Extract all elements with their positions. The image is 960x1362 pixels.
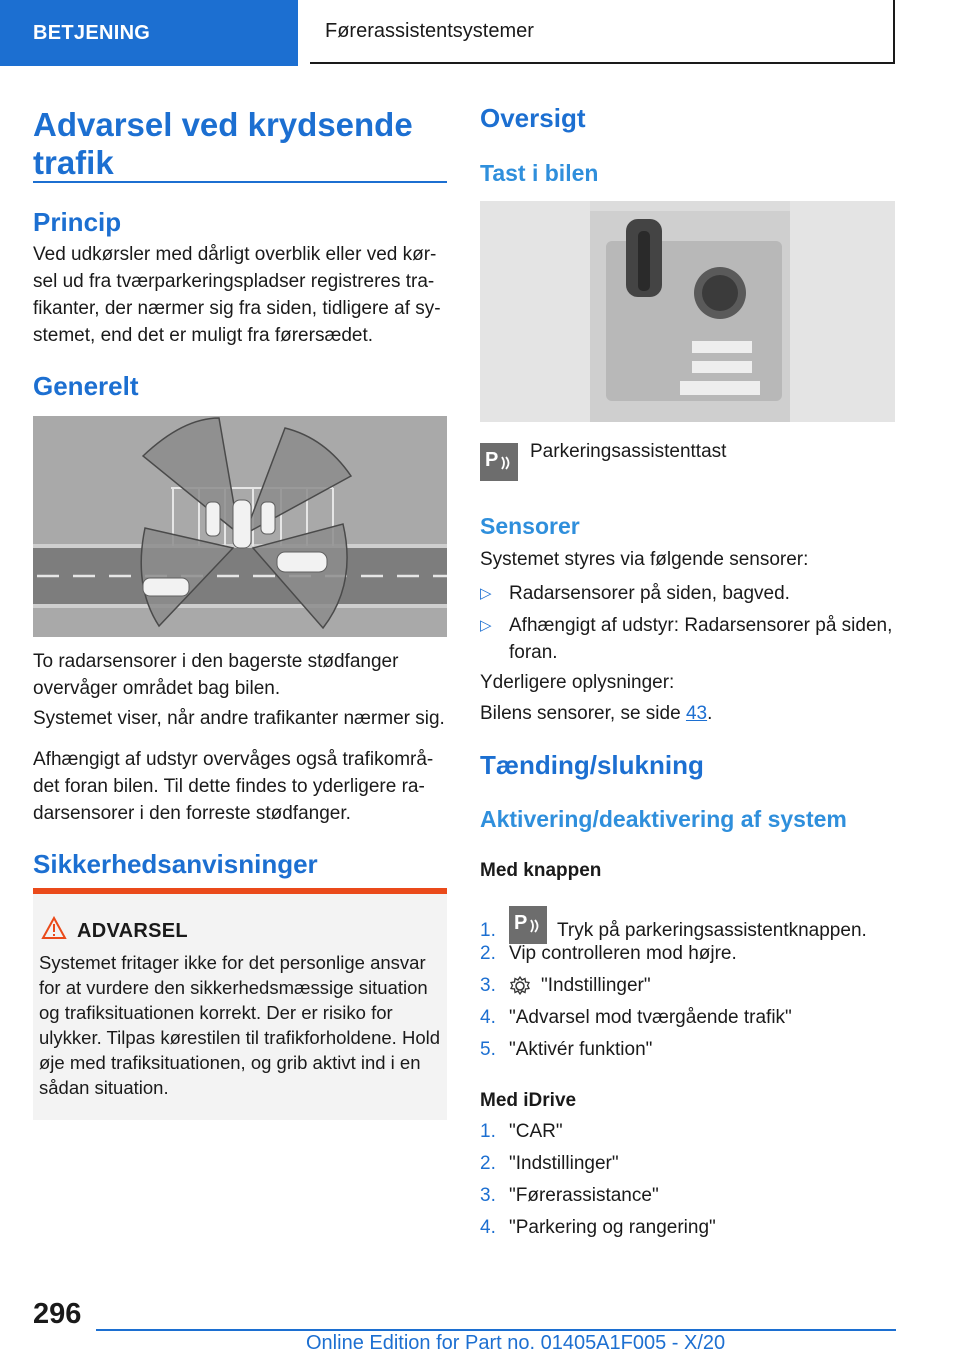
title-divider	[33, 181, 447, 183]
list-item: 3. "Indstillinger"	[480, 975, 651, 996]
with-button-heading: Med knappen	[480, 860, 602, 881]
center-console-svg	[480, 201, 895, 422]
page-43-link[interactable]: 43	[685, 703, 708, 724]
section-label: BETJENING	[33, 21, 151, 44]
list-item: 5. "Aktivér funktion"	[480, 1039, 653, 1060]
button-heading: Tast i bilen	[480, 160, 599, 186]
sensors-intro: Systemet styres via følgende sensorer:	[480, 549, 809, 570]
bullet-triangle-icon: ▷	[480, 617, 492, 634]
page-number: 296	[33, 1298, 82, 1330]
list-item: 4. "Advarsel mod tværgående trafik"	[480, 1007, 792, 1028]
page-title: Advarsel ved krydsende trafik	[33, 106, 413, 181]
safety-heading: Sikkerhedsanvisninger	[33, 849, 318, 879]
parking-assistant-icon: P	[509, 906, 547, 944]
with-idrive-heading: Med iDrive	[480, 1090, 577, 1111]
general-text-2: Systemet viser, når andre trafikanter nærmer sig.	[33, 708, 445, 729]
list-item: 2. "Indstillinger"	[480, 1153, 619, 1174]
section-tab	[0, 0, 298, 66]
warning-text: Systemet fritager ikke for det personlige ansvar for at vurdere den sikkerhedsmæssige situation og trafiksituationen korrekt. Der er risiko for ulykker. Tilpas kørestilen til trafikforholdene. Hold øje med trafiksituationen, og grib aktivt ind i en sådan situation.	[39, 952, 441, 1098]
warning-title: ADVARSEL	[77, 920, 188, 942]
general-text-3: Afhængigt af udstyr overvåges også trafikområ-det foran bilen. Til dette findes to yderligere ra-darsensorer i den forreste stødfanger.	[33, 749, 434, 824]
sensors-heading: Sensorer	[480, 513, 580, 539]
list-item: ▷ Afhængigt af udstyr: Radarsensorer på siden, foran.	[480, 612, 895, 666]
list-item: 1. P Tryk på parkeringsassistentknappen.	[480, 906, 895, 944]
list-item: 3. "Førerassistance"	[480, 1185, 659, 1206]
edition-note: Online Edition for Part no. 01405A1F005 - X/20	[306, 1332, 726, 1354]
list-item: 2. Vip controlleren mod højre.	[480, 943, 737, 964]
button-caption: Parkeringsassistenttast	[530, 441, 727, 462]
list-item: ▷ Radarsensorer på siden, bagved.	[480, 580, 895, 607]
principle-heading: Princip	[33, 207, 122, 237]
warning-box	[33, 888, 447, 1120]
bullet-triangle-icon: ▷	[480, 585, 492, 602]
general-text-1: To radarsensorer i den bagerste stødfanger overvåger området bag bilen.	[33, 651, 399, 699]
radar-coverage-svg	[33, 416, 447, 637]
footer-divider	[96, 1329, 896, 1331]
principle-text: Ved udkørsler med dårligt overblik eller ved kør-sel ud fra tværparkeringspladser registreres tra-fikanter, der nærmer sig fra siden, tidligere af sy-stemet, end det er muligt fra førersædet.	[33, 244, 441, 346]
activate-heading: Aktivering/deaktivering af system	[480, 806, 847, 832]
list-item: 1. "CAR"	[480, 1121, 563, 1142]
list-item: 4. "Parkering og rangering"	[480, 1217, 716, 1238]
chapter-tab	[310, 0, 895, 64]
overview-heading: Oversigt	[480, 103, 586, 133]
console-photo	[480, 201, 895, 422]
radar-coverage-illustration	[33, 416, 447, 637]
gear-icon	[509, 975, 531, 997]
general-heading: Generelt	[33, 371, 139, 401]
chapter-label: Førerassistentsystemer	[325, 19, 534, 42]
onoff-heading: Tænding/slukning	[480, 750, 704, 780]
parking-assistant-icon: P	[480, 443, 518, 481]
more-info-label: Yderligere oplysninger:	[480, 672, 675, 693]
sensors-reference: Bilens sensorer, se side 43.	[480, 703, 713, 724]
warning-triangle-icon	[41, 916, 67, 940]
